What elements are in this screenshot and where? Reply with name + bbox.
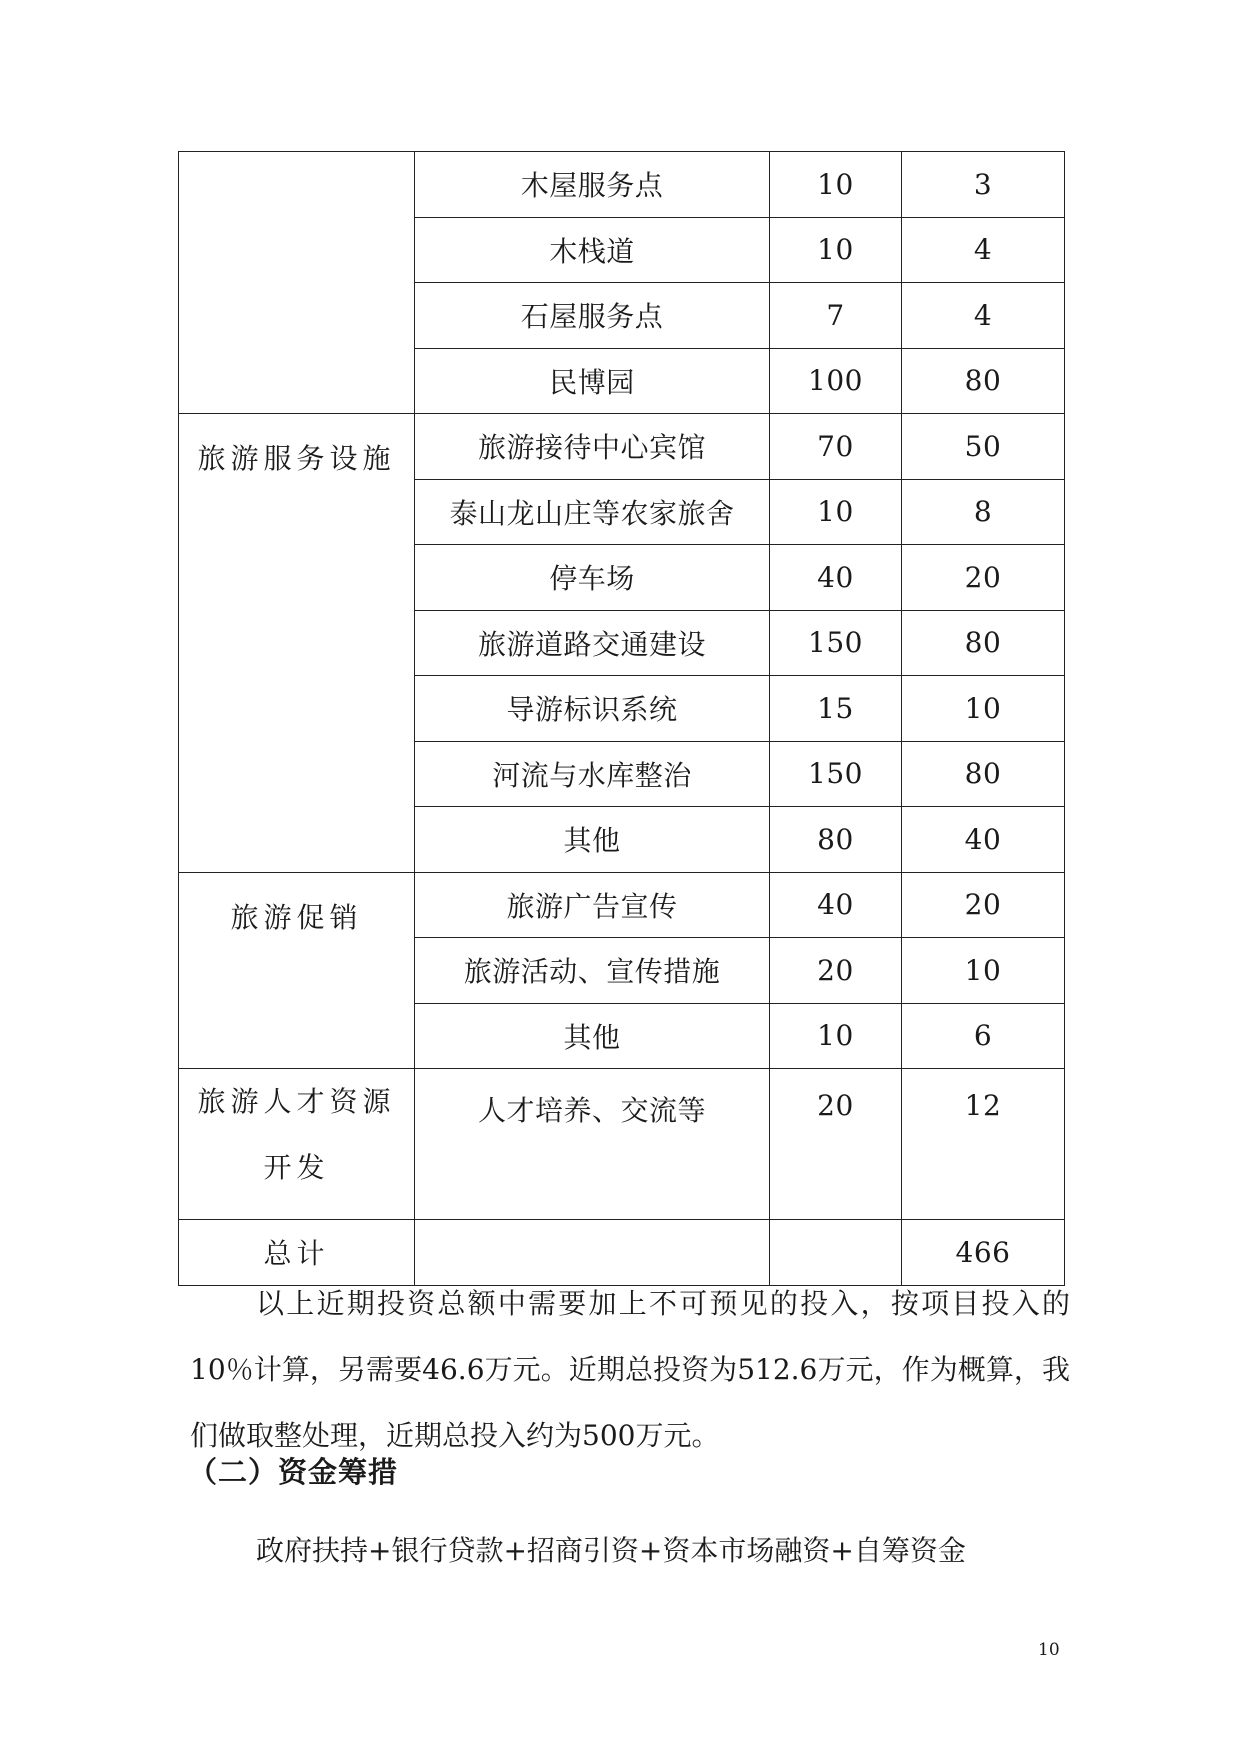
category-cell <box>179 152 415 414</box>
total-investment-cell: 150 <box>770 741 902 807</box>
near-term-investment-cell: 4 <box>902 283 1065 349</box>
investment-note-paragraph: 以上近期投资总额中需要加上不可预见的投入，按项目投入的10％计算，另需要46.6万元。近期总投资为512.6万元，作为概算，我们做取整处理，近期总投入约为500万元。 <box>190 1287 1070 1452</box>
total-investment-cell: 80 <box>770 807 902 873</box>
total-investment-cell: 10 <box>770 1003 902 1069</box>
investment-table-body <box>179 152 1065 1286</box>
near-term-investment-cell: 12 <box>902 1069 1065 1220</box>
total-label-cell: 总计 <box>179 1220 415 1286</box>
item-cell: 民博园 <box>415 348 770 414</box>
near-term-investment-cell: 6 <box>902 1003 1065 1069</box>
item-cell: 木栈道 <box>415 217 770 283</box>
near-term-investment-cell: 20 <box>902 545 1065 611</box>
table-row <box>179 1069 1065 1220</box>
near-term-investment-cell: 80 <box>902 348 1065 414</box>
total-investment-cell: 10 <box>770 479 902 545</box>
total-investment-cell: 70 <box>770 414 902 480</box>
investment-table <box>178 151 1065 1286</box>
item-cell: 河流与水库整治 <box>415 741 770 807</box>
category-label: 旅游促销 <box>230 900 363 934</box>
near-term-investment-cell: 8 <box>902 479 1065 545</box>
near-term-investment-cell: 10 <box>902 938 1065 1004</box>
near-term-investment-cell: 10 <box>902 676 1065 742</box>
category-label: 旅游人才资源开发 <box>197 1085 396 1184</box>
near-term-investment-cell: 80 <box>902 741 1065 807</box>
item-cell: 人才培养、交流等 <box>415 1069 770 1220</box>
category-cell <box>179 414 415 873</box>
item-cell: 其他 <box>415 1003 770 1069</box>
total-investment-cell: 15 <box>770 676 902 742</box>
table-row <box>179 414 1065 480</box>
near-term-sum-cell: 466 <box>902 1220 1065 1286</box>
item-cell: 旅游广告宣传 <box>415 872 770 938</box>
category-cell <box>179 1069 415 1220</box>
total-investment-cell: 7 <box>770 283 902 349</box>
near-term-investment-cell: 80 <box>902 610 1065 676</box>
item-cell: 旅游活动、宣传措施 <box>415 938 770 1004</box>
category-cell <box>179 872 415 1069</box>
item-cell: 旅游道路交通建设 <box>415 610 770 676</box>
item-cell: 停车场 <box>415 545 770 611</box>
page-number: 10 <box>1038 1640 1060 1660</box>
total-investment-cell: 20 <box>770 938 902 1004</box>
item-cell: 导游标识系统 <box>415 676 770 742</box>
item-cell: 木屋服务点 <box>415 152 770 218</box>
category-label: 旅游服务设施 <box>197 442 396 475</box>
near-term-investment-cell: 3 <box>902 152 1065 218</box>
item-cell: 旅游接待中心宾馆 <box>415 414 770 480</box>
item-cell: 石屋服务点 <box>415 283 770 349</box>
total-investment-cell: 40 <box>770 872 902 938</box>
total-investment-cell: 10 <box>770 217 902 283</box>
total-investment-cell: 40 <box>770 545 902 611</box>
table-row <box>179 872 1065 938</box>
near-term-investment-cell: 40 <box>902 807 1065 873</box>
table-row <box>179 152 1065 218</box>
near-term-investment-cell: 20 <box>902 872 1065 938</box>
total-investment-cell: 10 <box>770 152 902 218</box>
near-term-investment-cell: 4 <box>902 217 1065 283</box>
total-investment-cell: 150 <box>770 610 902 676</box>
total-investment-cell: 100 <box>770 348 902 414</box>
funding-sources-paragraph: 政府扶持+银行贷款+招商引资+资本市场融资+自筹资金 <box>256 1534 966 1567</box>
item-cell: 其他 <box>415 807 770 873</box>
total-investment-cell: 20 <box>770 1069 902 1220</box>
section-heading-funding: （二）资金筹措 <box>188 1455 399 1489</box>
near-term-investment-cell: 50 <box>902 414 1065 480</box>
item-cell: 泰山龙山庄等农家旅舍 <box>415 479 770 545</box>
